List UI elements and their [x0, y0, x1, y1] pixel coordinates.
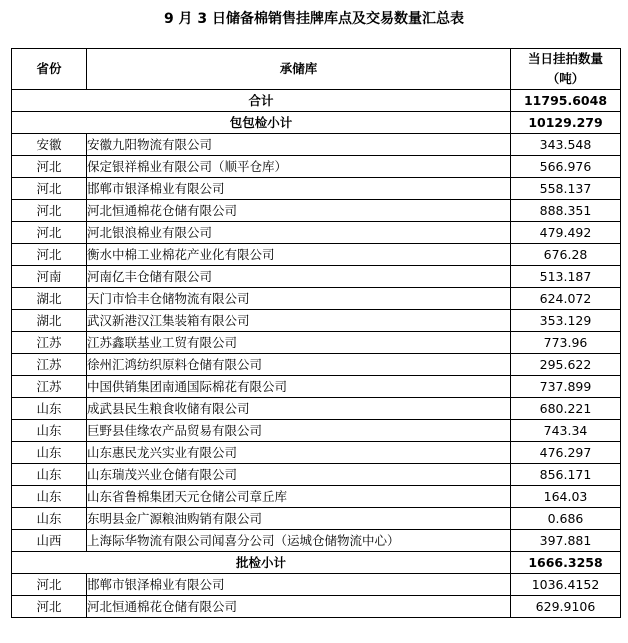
warehouse-cell: 安徽九阳物流有限公司	[87, 134, 511, 156]
quantity-cell: 295.622	[511, 354, 621, 376]
province-cell: 山东	[12, 486, 87, 508]
quantity-cell: 856.171	[511, 464, 621, 486]
province-cell: 河北	[12, 574, 87, 596]
table-row	[12, 222, 621, 244]
header-quantity-line1: 当日挂拍数量	[527, 51, 603, 66]
warehouse-cell: 中国供销集团南通国际棉花有限公司	[87, 376, 511, 398]
quantity-cell: 476.297	[511, 442, 621, 464]
subtotal-value: 1666.3258	[511, 552, 621, 574]
table-row	[12, 156, 621, 178]
province-cell: 河北	[12, 200, 87, 222]
warehouse-cell: 邯郸市银泽棉业有限公司	[87, 178, 511, 200]
province-cell: 山东	[12, 464, 87, 486]
province-cell: 河南	[12, 266, 87, 288]
province-cell: 山东	[12, 420, 87, 442]
province-cell: 山东	[12, 398, 87, 420]
subtotal-label: 批检小计	[12, 552, 511, 574]
subtotal-row	[12, 552, 621, 574]
warehouse-cell: 邯郸市银泽棉业有限公司	[87, 574, 511, 596]
quantity-cell: 353.129	[511, 310, 621, 332]
table-row	[12, 442, 621, 464]
table-row	[12, 376, 621, 398]
quantity-cell: 680.221	[511, 398, 621, 420]
header-row	[12, 49, 621, 90]
table-row	[12, 486, 621, 508]
subtotal-value: 10129.279	[511, 112, 621, 134]
warehouse-cell: 天门市恰丰仓储物流有限公司	[87, 288, 511, 310]
table-row	[12, 244, 621, 266]
total-row	[12, 90, 621, 112]
province-cell: 湖北	[12, 288, 87, 310]
warehouse-cell: 巨野县佳缘农产品贸易有限公司	[87, 420, 511, 442]
quantity-cell: 513.187	[511, 266, 621, 288]
table-row	[12, 530, 621, 552]
table-row	[12, 178, 621, 200]
quantity-cell: 558.137	[511, 178, 621, 200]
quantity-cell: 0.686	[511, 508, 621, 530]
table-row	[12, 332, 621, 354]
province-cell: 河北	[12, 596, 87, 618]
province-cell: 江苏	[12, 376, 87, 398]
province-cell: 安徽	[12, 134, 87, 156]
warehouse-cell: 江苏鑫联基业工贸有限公司	[87, 332, 511, 354]
warehouse-cell: 河北恒通棉花仓储有限公司	[87, 200, 511, 222]
quantity-cell: 397.881	[511, 530, 621, 552]
total-value: 11795.6048	[511, 90, 621, 112]
quantity-cell: 343.548	[511, 134, 621, 156]
quantity-cell: 743.34	[511, 420, 621, 442]
table-row	[12, 398, 621, 420]
quantity-cell: 479.492	[511, 222, 621, 244]
warehouse-cell: 河南亿丰仓储有限公司	[87, 266, 511, 288]
quantity-cell: 888.351	[511, 200, 621, 222]
warehouse-cell: 徐州汇鸿纺织原料仓储有限公司	[87, 354, 511, 376]
quantity-cell: 624.072	[511, 288, 621, 310]
quantity-cell: 566.976	[511, 156, 621, 178]
province-cell: 山西	[12, 530, 87, 552]
province-cell: 山东	[12, 508, 87, 530]
header-province: 省份	[12, 49, 87, 90]
table-row	[12, 134, 621, 156]
warehouse-cell: 成武县民生粮食收储有限公司	[87, 398, 511, 420]
table-row	[12, 574, 621, 596]
page-title: 9 月 3 日储备棉销售挂牌库点及交易数量汇总表	[163, 11, 465, 27]
province-cell: 江苏	[12, 332, 87, 354]
table-row	[12, 266, 621, 288]
warehouse-cell: 河北恒通棉花仓储有限公司	[87, 596, 511, 618]
table-row	[12, 200, 621, 222]
subtotal-row	[12, 112, 621, 134]
table-row	[12, 508, 621, 530]
quantity-cell: 773.96	[511, 332, 621, 354]
province-cell: 河北	[12, 178, 87, 200]
warehouse-cell: 保定银祥棉业有限公司（顺平仓库）	[87, 156, 511, 178]
province-cell: 河北	[12, 222, 87, 244]
quantity-cell: 1036.4152	[511, 574, 621, 596]
warehouse-cell: 衡水中棉工业棉花产业化有限公司	[87, 244, 511, 266]
warehouse-cell: 山东瑞茂兴业仓储有限公司	[87, 464, 511, 486]
summary-table	[11, 48, 621, 618]
warehouse-cell: 武汉新港汉江集装箱有限公司	[87, 310, 511, 332]
warehouse-cell: 河北银浪棉业有限公司	[87, 222, 511, 244]
warehouse-cell: 东明县金广源粮油购销有限公司	[87, 508, 511, 530]
province-cell: 河北	[12, 244, 87, 266]
header-quantity-line2: （吨）	[546, 71, 585, 86]
quantity-cell: 629.9106	[511, 596, 621, 618]
quantity-cell: 164.03	[511, 486, 621, 508]
table-row	[12, 288, 621, 310]
warehouse-cell: 山东省鲁棉集团天元仓储公司章丘库	[87, 486, 511, 508]
table-row	[12, 310, 621, 332]
province-cell: 河北	[12, 156, 87, 178]
subtotal-label: 包包检小计	[12, 112, 511, 134]
quantity-cell: 737.899	[511, 376, 621, 398]
province-cell: 湖北	[12, 310, 87, 332]
quantity-cell: 676.28	[511, 244, 621, 266]
table-row	[12, 354, 621, 376]
table-row	[12, 464, 621, 486]
header-quantity	[511, 49, 621, 90]
warehouse-cell: 上海际华物流有限公司闻喜分公司（运城仓储物流中心）	[87, 530, 511, 552]
table-row	[12, 596, 621, 618]
province-cell: 江苏	[12, 354, 87, 376]
total-label: 合计	[12, 90, 511, 112]
province-cell: 山东	[12, 442, 87, 464]
header-warehouse: 承储库	[87, 49, 511, 90]
warehouse-cell: 山东惠民龙兴实业有限公司	[87, 442, 511, 464]
table-row	[12, 420, 621, 442]
